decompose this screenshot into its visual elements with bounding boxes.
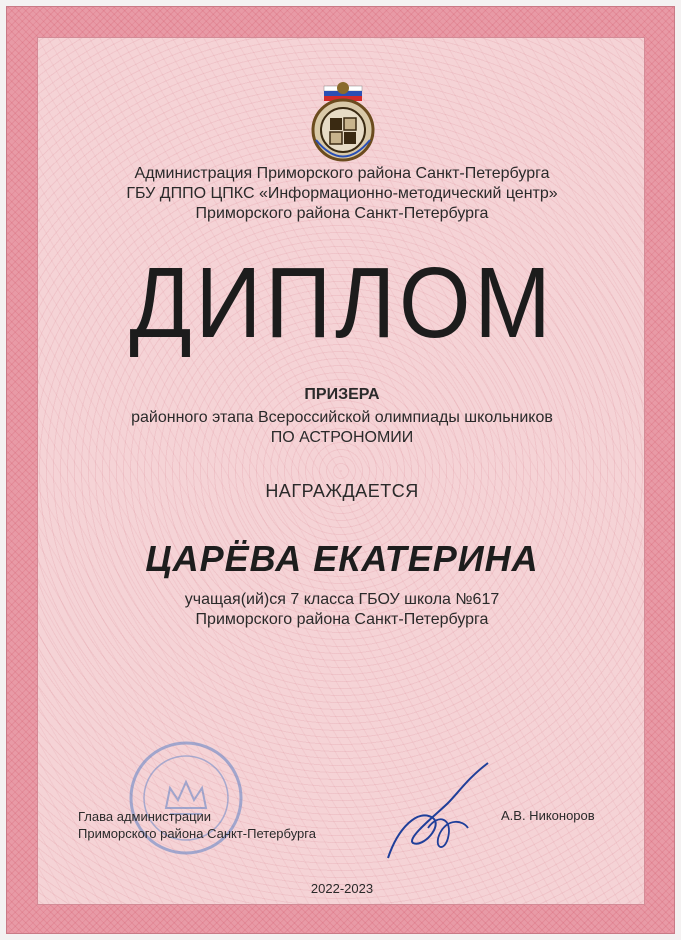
signatory-name: А.В. Никоноров [501,808,595,823]
awarded-label: НАГРАЖДАЕТСЯ [265,481,419,501]
subtitle-olympiad: районного этапа Всероссийской олимпиады школьников [131,409,553,426]
diploma-sheet [6,6,675,934]
diploma-inner-panel [37,37,645,905]
recipient-details [38,590,646,630]
subtitle-subject: ПО АСТРОНОМИИ [270,429,414,446]
organization-line-1: Администрация Приморского района Санкт-Петербурга [134,165,550,182]
recipient-details-line-1: учащая(ий)ся 7 класса ГБОУ школа №617 [184,591,500,608]
subtitle-rank: ПРИЗЕРА [304,386,380,403]
organization-line-2: ГБУ ДППО ЦПКС «Информационно-методический центр» [126,185,558,202]
organization-line-3: Приморского района Санкт-Петербурга [195,205,489,222]
diploma-title: ДИПЛОМ [129,247,555,359]
handwritten-signature-icon [378,758,498,868]
signatory-position-line-2: Приморского района Санкт-Петербурга [78,826,316,841]
academic-year: 2022-2023 [310,881,374,896]
recipient-name: ЦАРЁВА ЕКАТЕРИНА [145,538,539,579]
signatory-position [78,808,316,842]
olympiad-emblem-icon [302,78,384,174]
recipient-details-line-2: Приморского района Санкт-Петербурга [195,611,489,628]
subtitle-block [38,408,646,448]
signatory-position-line-1: Глава администрации [78,809,212,824]
organization-block [38,164,646,224]
